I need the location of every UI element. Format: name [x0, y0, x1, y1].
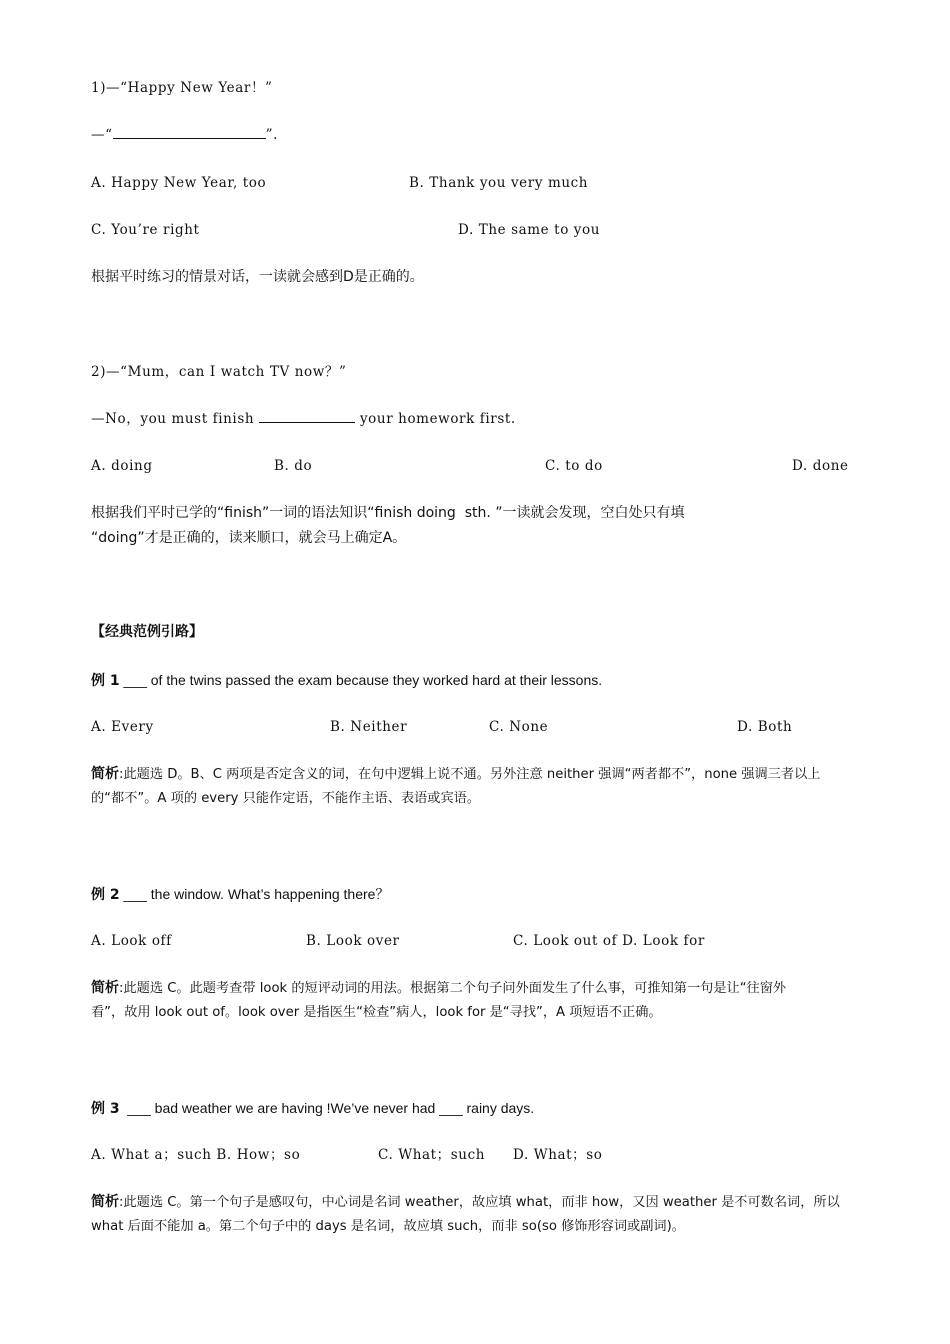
ex3-option-ab: A. What a；such B. How；so [91, 1147, 301, 1163]
q2-option-a: A. doing [91, 458, 153, 474]
ex2-analysis-line-1 [91, 979, 786, 998]
ex1-analysis-2: 的“都不”。A 项的 every 只能作定语，不能作主语、表语或宾语。 [91, 791, 481, 806]
ex2-blank: ___ [123, 886, 147, 902]
ex3-label: 例 3 [91, 1101, 120, 1117]
ex3-analysis-line-1 [91, 1193, 840, 1212]
q1-reply-open: —“ [91, 127, 113, 143]
q2-prompt: 2)—“Mum，can I watch TV now？” [91, 364, 347, 380]
ex1-analysis-line-1 [91, 765, 820, 784]
ex3-text-mid: bad weather we are having !We’ve never had [150, 1100, 440, 1116]
ex3-question [91, 1099, 534, 1118]
q2-line-pre: —No，you must finish [91, 411, 260, 427]
ex1-option-a: A. Every [91, 719, 154, 735]
ex2-option-c: C. Look out of D. Look for [513, 933, 705, 949]
ex2-option-b: B. Look over [306, 933, 400, 949]
ex2-analysis-2: 看”，故用 look out of。look over 是指医生“检查”病人，look for 是“寻找”，A 项短语不正确。 [91, 1005, 662, 1020]
ex3-option-c: C. What；such [378, 1147, 486, 1163]
ex1-option-d: D. Both [737, 719, 793, 735]
ex3-analysis-2: what 后面不能加 a。第二个句子中的 days 是名词，故应填 such，而非 so(so 修饰形容词或副词)。 [91, 1219, 685, 1234]
q2-line [91, 410, 516, 428]
q1-option-a: A. Happy New Year, too [91, 175, 267, 191]
section-title: 【经典范例引路】 [91, 624, 203, 640]
ex2-text: the window. What’s happening there？ [146, 886, 390, 902]
q2-line-post: your homework first. [355, 411, 516, 427]
ex3-analysis-label: 简析 [91, 1194, 119, 1210]
q2-explanation-1: 根据我们平时已学的“finish”一词的语法知识“finish doing sth. ”一读就会发现，空白处只有填 [91, 505, 685, 521]
ex1-option-c: C. None [489, 719, 549, 735]
q1-explanation: 根据平时练习的情景对话，一读就会感到D是正确的。 [91, 269, 424, 285]
ex3-analysis-1: :此题选 C。第一个句子是感叹句，中心词是名词 weather，故应填 what，而非 how，又因 weather 是不可数名词，所以 [119, 1195, 840, 1210]
ex3-blank-1: ___ [127, 1100, 151, 1116]
ex3-blank-2: ___ [439, 1100, 463, 1116]
ex1-text: of the twins passed the exam because they worked hard at their lessons. [146, 672, 603, 688]
ex1-option-b: B. Neither [330, 719, 408, 735]
ex2-label: 例 2 [91, 887, 120, 903]
q2-option-b: B. do [274, 458, 313, 474]
answer-blank [113, 126, 266, 139]
q2-option-c: C. to do [545, 458, 603, 474]
ex2-analysis-1: :此题选 C。此题考查带 look 的短评动词的用法。根据第二个句子问外面发生了什么事，可推知第一句是让“往窗外 [119, 981, 787, 996]
ex1-label: 例 1 [91, 673, 120, 689]
q2-explanation-2: “doing”才是正确的，读来顺口，就会马上确定A。 [91, 530, 407, 546]
ex1-blank: ___ [123, 672, 147, 688]
ex1-analysis-1: :此题选 D。B、C 两项是否定含义的词，在句中逻辑上说不通。另外注意 neither 强调“两者都不”，none 强调三者以上 [119, 767, 821, 782]
q2-option-d: D. done [792, 458, 849, 474]
ex1-analysis-label: 简析 [91, 766, 119, 782]
ex3-text-end: rainy days. [462, 1100, 535, 1116]
q1-prompt: 1)—“Happy New Year！” [91, 80, 273, 96]
answer-blank [259, 410, 355, 423]
q1-reply [91, 126, 278, 144]
ex3-option-d: D. What；so [513, 1147, 603, 1163]
ex1-question [91, 671, 602, 690]
ex2-analysis-label: 简析 [91, 980, 119, 996]
q1-option-b: B. Thank you very much [409, 175, 589, 191]
q1-option-c: C. You’re right [91, 222, 200, 238]
q1-option-d: D. The same to you [458, 222, 601, 238]
q1-reply-close: ”. [265, 127, 279, 143]
ex2-option-a: A. Look off [91, 933, 172, 949]
ex2-question [91, 885, 389, 904]
